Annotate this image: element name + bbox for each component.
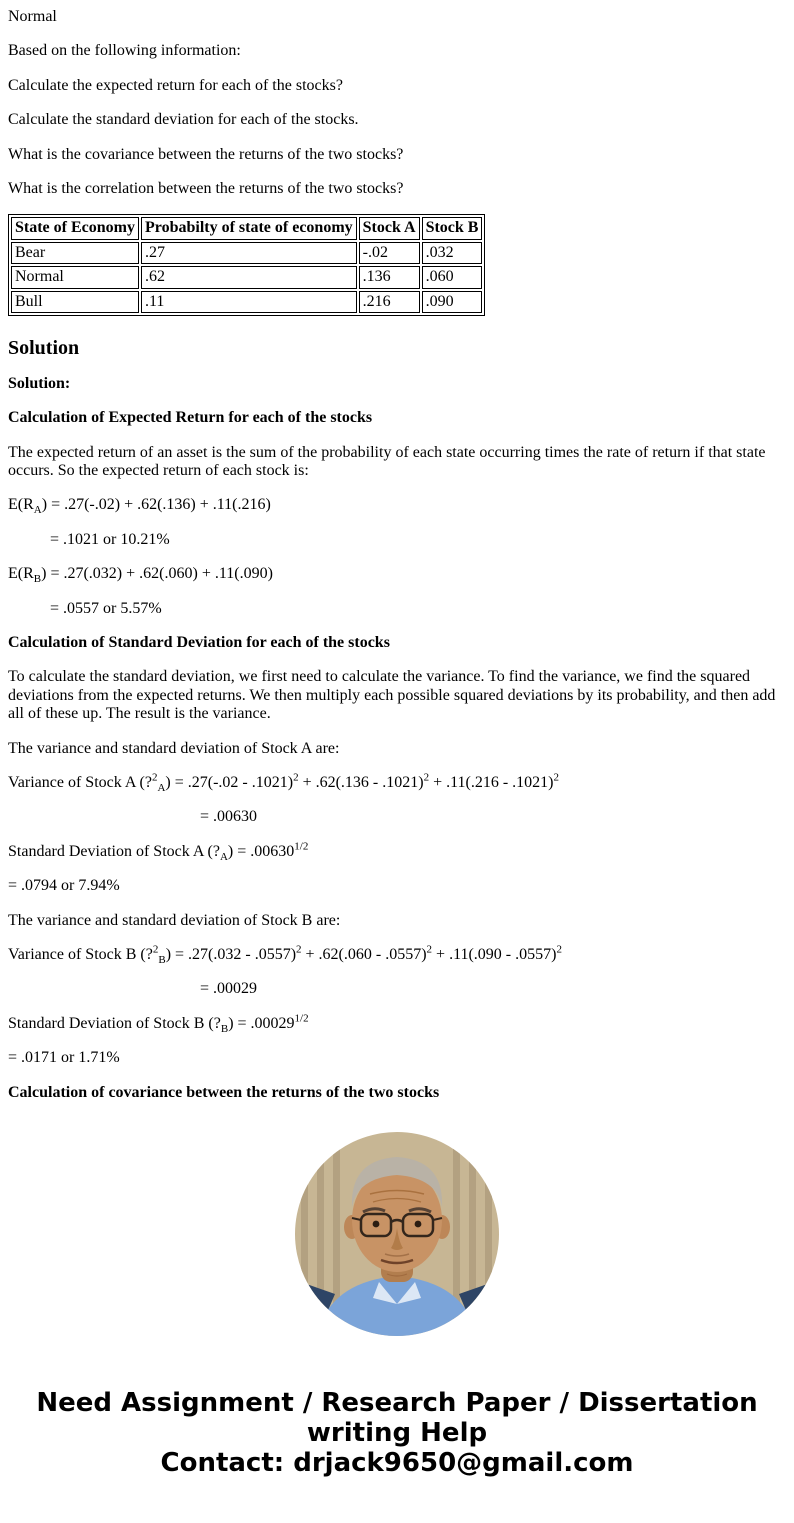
formula-standard-deviation-b: Standard Deviation of Stock B $(?_B) = .00029^{1/2}$ [8,1012,309,1035]
economy-table [8,214,485,316]
table-cell: -.02 [359,242,420,264]
document [8,8,786,1479]
table-cell: .216 [359,291,420,313]
stock-b-variance-intro: The variance and standard deviation of Stock B are: [8,911,341,929]
standard-deviation-intro: To calculate the standard deviation, we first need to calculate the variance. To find the variance, we find the squared deviations from the expected returns. We then multiply each possible squared deviations by its probability, and then add all of these up. The result is the variance. [8,668,776,723]
intro-line-based-on: Based on the following information: [8,42,241,60]
solution-label: Solution: [8,374,71,392]
header-state-of-economy: State of Economy [11,217,139,239]
section-heading-expected-return: Calculation of Expected Return for each of the stocks [8,409,373,427]
question-correlation: What is the correlation between the returns of the two stocks? [8,179,404,197]
footer [22,1389,772,1479]
result-variance-b: = .00029 [200,980,258,998]
table-cell: Normal [11,266,139,288]
person-photo [295,1132,499,1336]
table-cell: .11 [141,291,357,313]
result-variance-a: = .00630 [200,808,258,826]
table-header-row [11,217,482,239]
intro-line-normal: Normal [8,8,57,25]
solution-heading: Solution [8,336,80,359]
table-row [11,266,482,288]
result-standard-deviation-a: = .0794 or 7.94% [8,877,120,895]
table-cell: .27 [141,242,357,264]
result-standard-deviation-b: = .0171 or 1.71% [8,1049,120,1067]
formula-expected-return-b: $E(R_B) = .27(.032) + .62(.060) + .11(.090)$ [8,565,273,586]
formula-variance-b: Variance of Stock B (?$^2_B$) = .27(.032 - .0557)$^2$ + .62(.060 - .0557)$^2$ + .11(.090 - .0557)$^2$ [8,943,562,967]
header-stock-a: Stock A [359,217,420,239]
section-heading-covariance: Calculation of covariance between the returns of the two stocks [8,1083,440,1101]
table-cell: .060 [422,266,483,288]
result-expected-return-b: = .0557 or 5.57% [50,599,162,617]
expected-return-intro: The expected return of an asset is the sum of the probability of each state occurring times the rate of return if that state occurs. So the expected return of each stock is: [8,443,766,480]
formula-standard-deviation-a: Standard Deviation of Stock A $(?_A) = .00630^{1/2}$ [8,840,309,863]
stock-a-variance-intro: The variance and standard deviation of Stock A are: [8,739,340,757]
contact-text: Contact: drjack9650@gmail.com [160,1447,634,1478]
avatar-container [8,1132,786,1341]
question-expected-return: Calculate the expected return for each of the stocks? [8,76,343,94]
table-row [11,291,482,313]
section-heading-standard-deviation: Calculation of Standard Deviation for each of the stocks [8,634,390,652]
table-cell: .032 [422,242,483,264]
question-standard-deviation: Calculate the standard deviation for each of the stocks. [8,111,359,129]
formula-expected-return-a: $E(R_A) = .27(-.02) + .62(.136) + .11(.216)$ [8,496,271,517]
table-row [11,242,482,264]
help-text: Need Assignment / Research Paper / Dissertation writing Help [36,1387,758,1448]
table-cell: Bear [11,242,139,264]
table-cell: .62 [141,266,357,288]
header-probability: Probabilty of state of economy [141,217,357,239]
result-expected-return-a: = .1021 or 10.21% [50,530,170,548]
table-cell: Bull [11,291,139,313]
table-cell: .090 [422,291,483,313]
table-cell: .136 [359,266,420,288]
question-covariance: What is the covariance between the returns of the two stocks? [8,145,404,163]
header-stock-b: Stock B [422,217,483,239]
formula-variance-a: Variance of Stock A (?$^2_A$) = .27(-.02 - .1021)$^2$ + .62(.136 - .1021)$^2$ + .11(.216 - .1021)$^2$ [8,771,560,795]
